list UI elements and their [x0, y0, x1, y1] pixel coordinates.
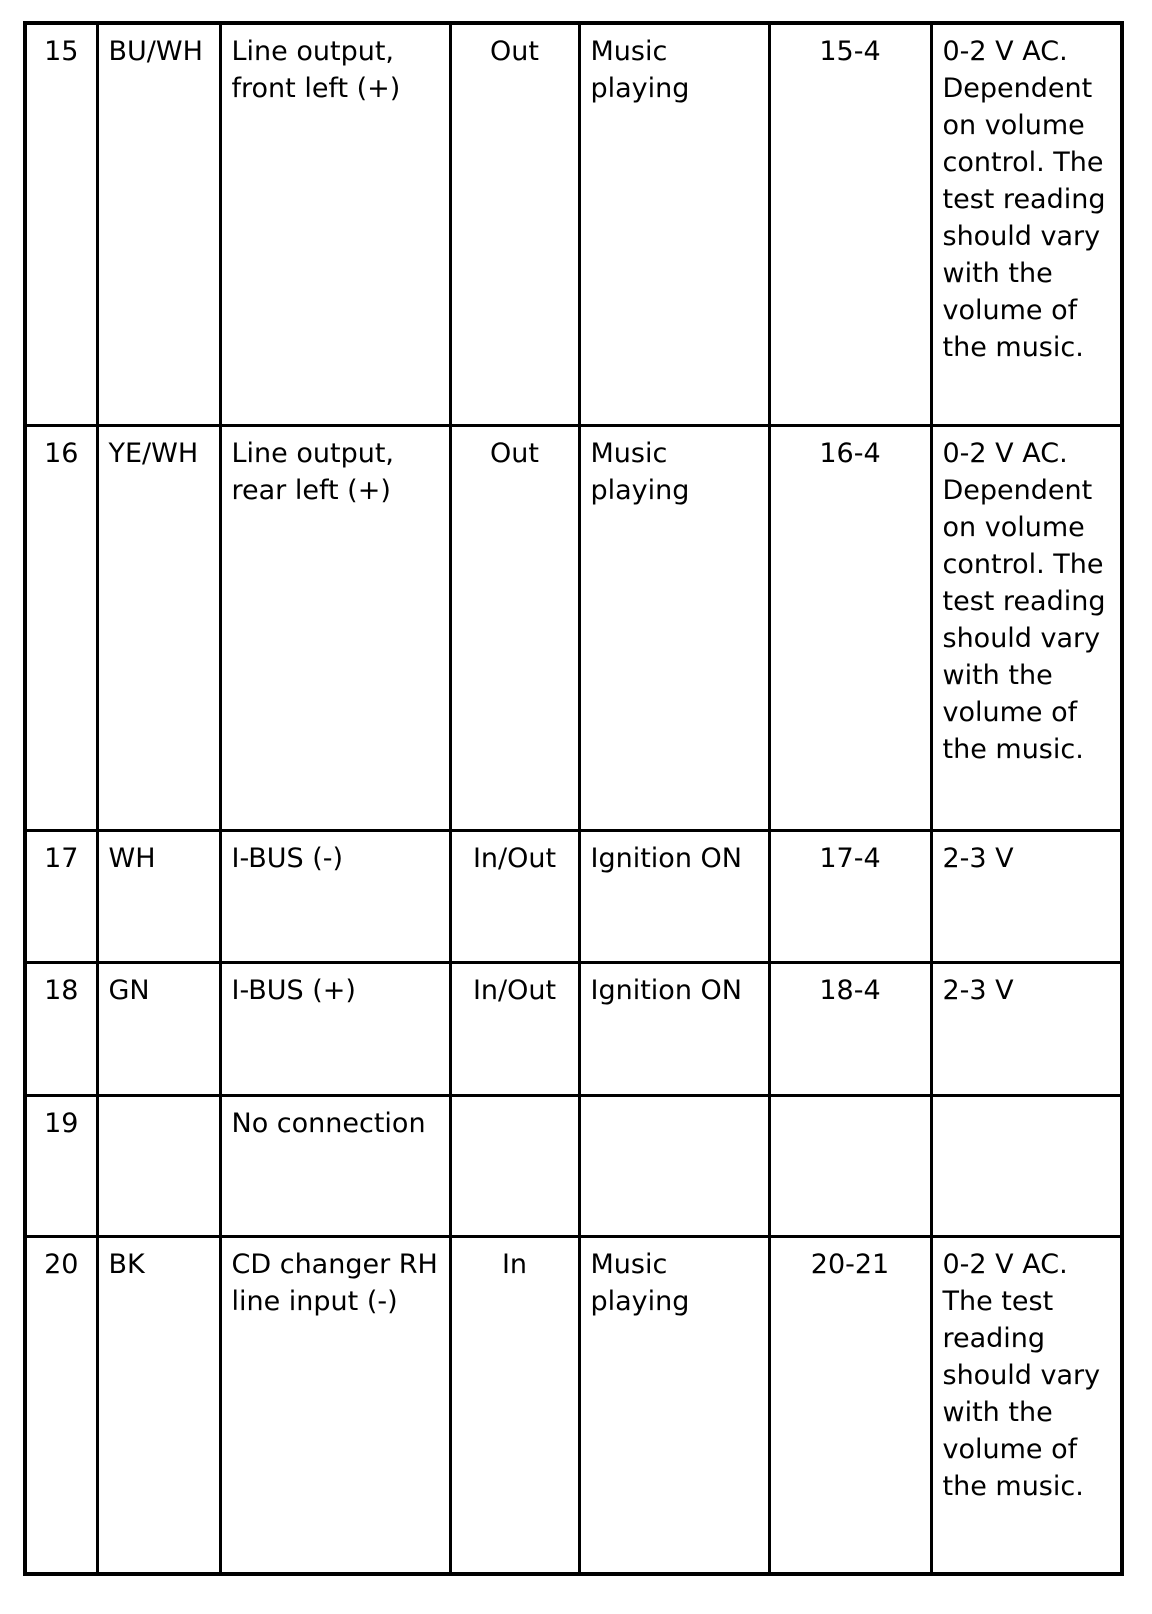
description-cell: Line output, front left (+) [220, 23, 450, 425]
color-cell: BK [97, 1236, 220, 1574]
pinout-table [23, 21, 1124, 1576]
color-cell: BU/WH [97, 23, 220, 425]
pin-cell: 16 [25, 425, 97, 830]
test-points-cell: 17-4 [769, 830, 931, 962]
reading-cell: 0-2 V AC. Dependent on volume control. The test reading should vary with the volume of the music. [931, 425, 1122, 830]
reading-cell: 2-3 V [931, 962, 1122, 1095]
description-cell: CD changer RH line input (-) [220, 1236, 450, 1574]
table-row [25, 962, 1122, 1095]
reading-cell [931, 1095, 1122, 1236]
color-cell: WH [97, 830, 220, 962]
condition-cell: Ignition ON [579, 962, 769, 1095]
direction-cell: In/Out [450, 962, 579, 1095]
pin-cell: 17 [25, 830, 97, 962]
reading-cell: 0-2 V AC. Dependent on volume control. The test reading should vary with the volume of the music. [931, 23, 1122, 425]
pin-cell: 15 [25, 23, 97, 425]
condition-cell: Ignition ON [579, 830, 769, 962]
condition-cell: Music playing [579, 425, 769, 830]
table-row [25, 830, 1122, 962]
description-cell: I-BUS (+) [220, 962, 450, 1095]
description-cell: No connection [220, 1095, 450, 1236]
test-points-cell: 18-4 [769, 962, 931, 1095]
description-cell: Line output, rear left (+) [220, 425, 450, 830]
color-cell: GN [97, 962, 220, 1095]
test-points-cell: 20-21 [769, 1236, 931, 1574]
description-cell: I-BUS (-) [220, 830, 450, 962]
reading-cell: 2-3 V [931, 830, 1122, 962]
test-points-cell [769, 1095, 931, 1236]
condition-cell: Music playing [579, 1236, 769, 1574]
table-row [25, 425, 1122, 830]
direction-cell: Out [450, 23, 579, 425]
reading-cell: 0-2 V AC. The test reading should vary with the volume of the music. [931, 1236, 1122, 1574]
condition-cell: Music playing [579, 23, 769, 425]
condition-cell [579, 1095, 769, 1236]
direction-cell: In/Out [450, 830, 579, 962]
table-row [25, 1236, 1122, 1574]
test-points-cell: 16-4 [769, 425, 931, 830]
table-row [25, 23, 1122, 425]
direction-cell: Out [450, 425, 579, 830]
pinout-table-body [25, 23, 1122, 1574]
direction-cell: In [450, 1236, 579, 1574]
direction-cell [450, 1095, 579, 1236]
pin-cell: 18 [25, 962, 97, 1095]
color-cell: YE/WH [97, 425, 220, 830]
test-points-cell: 15-4 [769, 23, 931, 425]
pin-cell: 19 [25, 1095, 97, 1236]
pin-cell: 20 [25, 1236, 97, 1574]
table-row [25, 1095, 1122, 1236]
color-cell [97, 1095, 220, 1236]
